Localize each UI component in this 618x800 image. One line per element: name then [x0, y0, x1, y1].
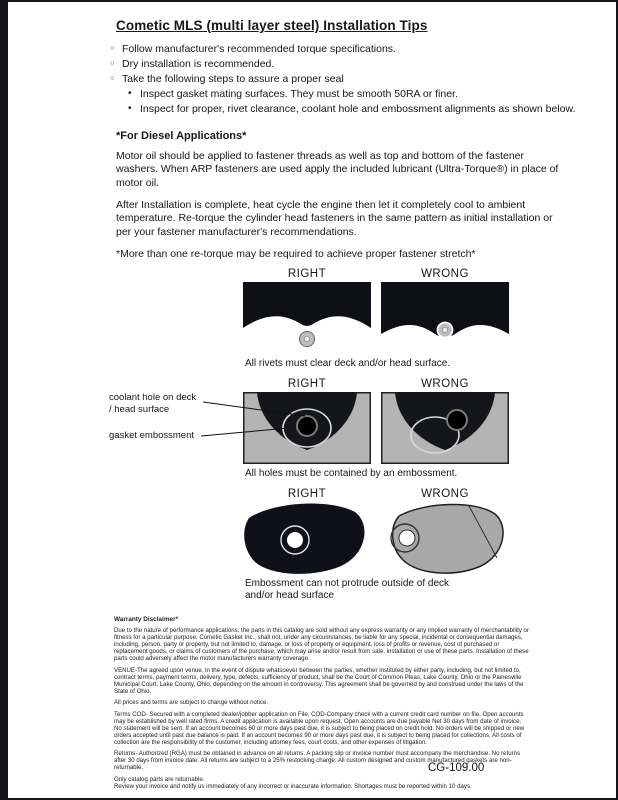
diagram-caption-rivets: All rivets must clear deck and/or head surface. — [245, 357, 451, 369]
rivet-clear-right-figure — [243, 282, 371, 354]
diagram-section — [109, 267, 576, 602]
warranty-disclaimer-heading: Warranty Disclaimer* — [114, 615, 179, 623]
wrong-label: WRONG — [421, 267, 469, 280]
hole-contained-right-figure — [243, 392, 371, 464]
tip-sub-item: • Inspect for proper, rivet clearance, coolant hole and embossment alignments as shown below. — [128, 103, 576, 116]
tip-item: ○ Take the following steps to assure a proper seal — [110, 73, 576, 86]
diagram-caption-protrusion: Embossment can not protrude outside of deck and/or head surface — [245, 577, 450, 601]
coolant-hole-callout: coolant hole on deck / head surface — [109, 391, 197, 415]
right-label: RIGHT — [287, 267, 327, 280]
right-label: RIGHT — [287, 377, 327, 390]
gasket-embossment-callout: gasket embossment — [109, 429, 195, 441]
figure-pair — [243, 282, 576, 354]
diagram-labels — [243, 268, 576, 280]
tip-item: ○ Follow manufacturer's recommended torque specifications. — [110, 43, 576, 56]
diesel-paragraph-2: After Installation is complete, heat cycle the engine then let it completely cool to ambient temperature. Re-torque the cylinder head fasteners in the same pattern as initial installation or per your fastener manufacturer's recommendations. — [116, 198, 553, 238]
page-content — [8, 2, 616, 790]
review-invoice-line: Review your invoice and notify us immediately of any incorrect or inaccurate information. Shortages must be reported within 10 days. — [114, 783, 472, 791]
disclaimer-paragraph: Due to the nature of performance applications, the parts in this catalog are sold without any express warranty or any implied warranty of merchantability or fitness for a particular purpose. Cometic Gasket Inc., shall not, under any circumstances, be liable for any special, incidental or consequential damages, including, person, party or property, but not limited to, damage, or loss of property or equipment, loss of profits or revenue, cost of purchased or replacement goods, or claims of customers of the purchase, which may arise and/or result from sale, installation or use of these parts. Installation of these parts could adversely affect the motor manufacturers warranty coverage. — [114, 627, 529, 663]
rivet-overlap-wrong-figure — [381, 282, 509, 354]
diesel-paragraph-1: Motor oil should be applied to fastener threads as well as top and bottom of the fastener washers. When ARP fasteners are used apply the included lubricant (Ultra-Torque®) in place of motor oil. — [116, 149, 559, 189]
right-label: RIGHT — [287, 487, 327, 500]
venue-paragraph: VENUE-The agreed upon venue, in the event of dispute whatsoever between the parties, whether instituted by either party, including, but not limited to, contract terms, payment terms, delivery, type, defects, sufficiency of product, shall be the Court of Common Pleas, Lake County, Ohio or the Painesville Municipal Court, Lake County, Ohio, depending on the amount in controversy. This agreement shall be governed by and construed under the laws of the State of Ohio. — [114, 666, 524, 695]
catalog-parts-line: Only catalog parts are returnable. — [114, 775, 205, 783]
terms-cod-paragraph: Terms COD- Secured with a completed dealer/jobber application on File, COD-Company check with a current credit card number on file. Open accounts may be established by well rated firms. A credit application is available upon request. Open accounts are due payable Net 30 days from date of invoice. No statement will be sent. If an account becomes 60 or more days past due, it is subject to being placed on credit hold. No orders will be shipped or new orders accepted until past due balance is paid. If an account becomes 90 or more days past due, it is subject to being placed for collections. All costs of collection are the responsibility of the customer, including attorney fees, court costs, and other expenses of litigation. — [114, 710, 525, 746]
wrong-label: WRONG — [421, 377, 469, 390]
diagram-labels — [243, 378, 576, 390]
figure-pair — [243, 502, 576, 574]
diagram-row-embossment — [109, 377, 576, 480]
diagram-row-protrusion — [243, 488, 576, 602]
diesel-applications-heading: *For Diesel Applications* — [116, 129, 247, 142]
embossment-inside-right-figure — [243, 502, 371, 574]
prices-terms-paragraph: All prices and terms are subject to change without notice. — [114, 699, 269, 707]
diagram-row-rivets — [243, 268, 576, 370]
retorque-note: *More than one re-torque may be required to achieve proper fastener stretch* — [116, 247, 476, 260]
tip-item: ○ Dry installation is recommended. — [110, 58, 576, 71]
installation-tips-list — [110, 43, 576, 116]
hole-outside-wrong-figure — [381, 392, 509, 464]
page-title: Cometic MLS (multi layer steel) Installation Tips — [116, 18, 428, 33]
figure-pair — [243, 392, 576, 464]
tip-sub-item: • Inspect gasket mating surfaces. They must be smooth 50RA or finer. — [128, 88, 576, 101]
embossment-protruding-wrong-figure — [381, 502, 509, 574]
diagram-labels — [243, 488, 576, 500]
wrong-label: WRONG — [421, 487, 469, 500]
returns-paragraph: Returns- Authorized (RGA) must be obtained in advance on all returns. A packing slip or invoice number must accompany the merchandise. No returns after 30 days from invoice date. All returns are subject to a 25% restocking charge. All custom designed and custom manufactured gaskets are non-returnable. — [114, 750, 521, 772]
catalog-page-code: CG-109.00 — [428, 762, 485, 774]
diagram-caption-embossment: All holes must be contained by an embossment. — [245, 467, 458, 479]
